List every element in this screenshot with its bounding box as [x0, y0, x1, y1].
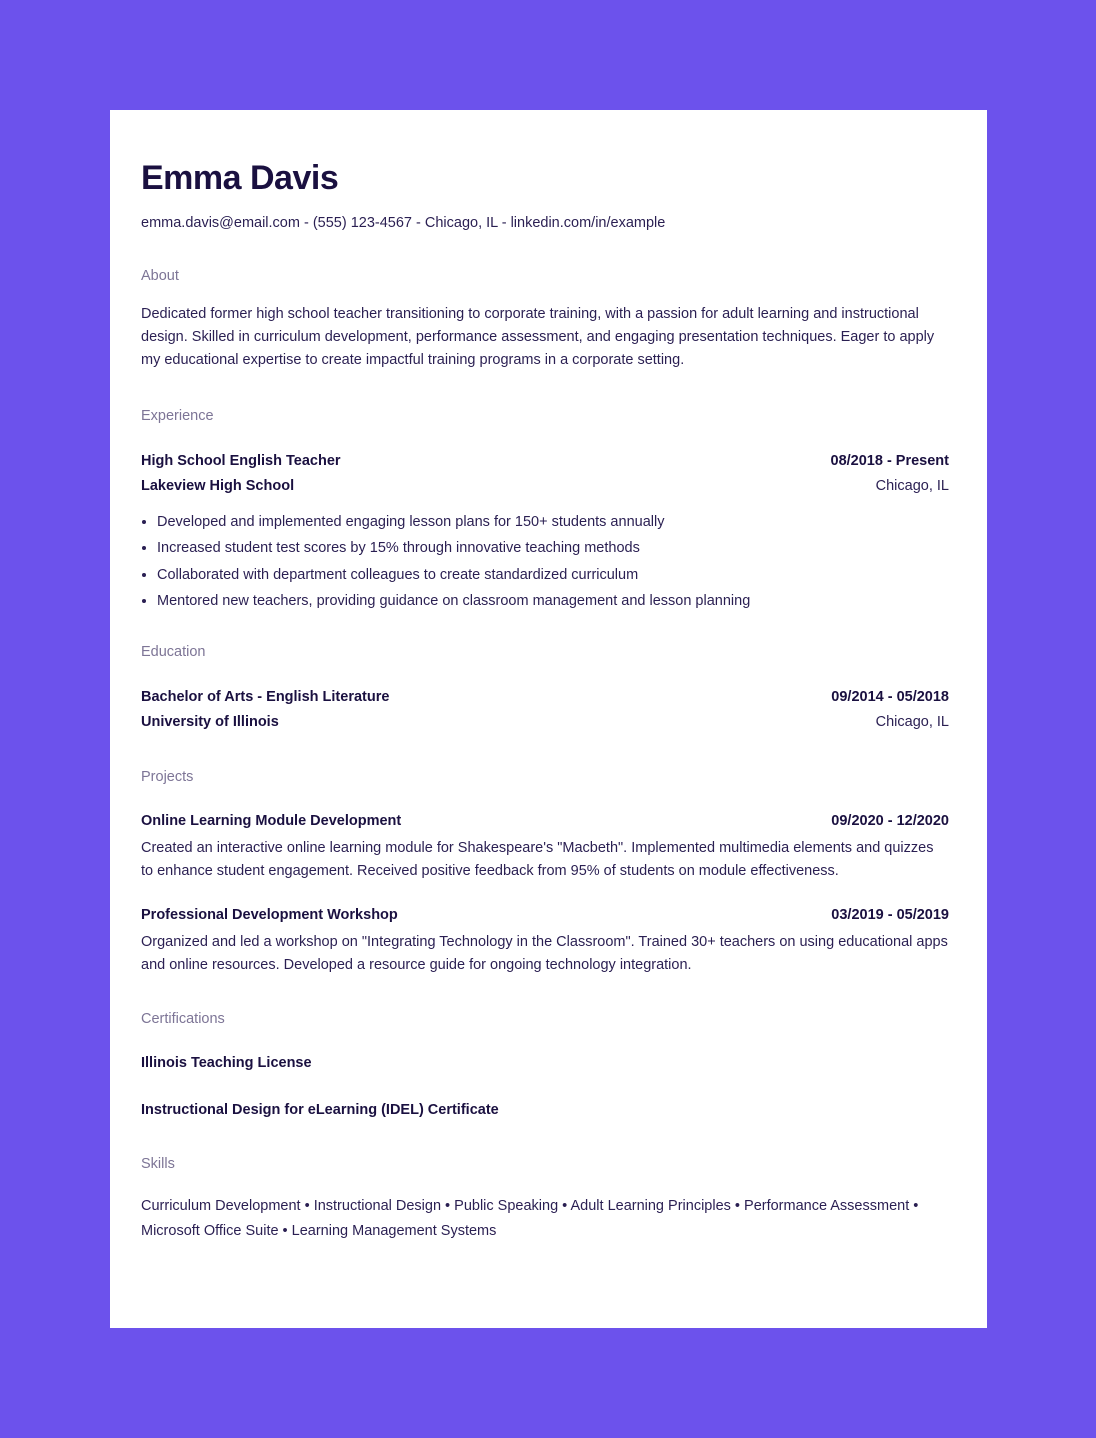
- bullet-item: • Mentored new teachers, providing guidance on classroom management and lesson planning: [157, 591, 949, 611]
- contact-line: emma.davis@email.com - (555) 123-4567 - Chicago, IL - linkedin.com/in/example: [141, 215, 666, 231]
- education-dates: 09/2014 - 05/2018: [831, 688, 949, 705]
- project-entry: [141, 811, 949, 883]
- experience-entry: [141, 451, 949, 611]
- section-title-education: Education: [141, 643, 206, 660]
- section-title-about: About: [141, 268, 179, 284]
- certification-item: Instructional Design for eLearning (IDEL) Certificate: [141, 1101, 499, 1118]
- bullet-item: • Increased student test scores by 15% through innovative teaching methods: [157, 538, 949, 558]
- skills-list: Curriculum Development • Instructional Design • Public Speaking • Adult Learning Principles • Performance Assessment • Microsoft Office Suite • Learning Management Systems: [141, 1197, 919, 1239]
- section-title-certifications: Certifications: [141, 1010, 225, 1027]
- education-location: Chicago, IL: [875, 713, 949, 730]
- experience-dates: 08/2018 - Present: [830, 453, 949, 469]
- project-dates: 09/2020 - 12/2020: [831, 812, 949, 829]
- experience-org: Lakeview High School: [141, 478, 295, 494]
- section-title-skills: Skills: [141, 1155, 175, 1172]
- education-subheader: [141, 712, 949, 732]
- project-entry: [141, 905, 949, 977]
- about-text: Dedicated former high school teacher transitioning to corporate training, with a passion for adult learning and instructional design. Skilled in curriculum development, performance assessment, and engaging presentation techniques. Eager to apply my educational expertise to create impactful training programs in a corporate setting.: [141, 306, 935, 368]
- project-header: [141, 905, 949, 925]
- section-title-projects: Projects: [141, 768, 194, 785]
- experience-location: Chicago, IL: [875, 478, 949, 494]
- certification-item: Illinois Teaching License: [141, 1054, 312, 1071]
- education-degree: Bachelor of Arts - English Literature: [141, 688, 390, 705]
- project-dates: 03/2019 - 05/2019: [831, 906, 949, 923]
- education-header: [141, 687, 949, 707]
- bullet-item: • Collaborated with department colleagues to create standardized curriculum: [157, 565, 949, 585]
- education-school: University of Illinois: [141, 713, 279, 730]
- project-name: Online Learning Module Development: [141, 812, 402, 829]
- resume-page: [110, 110, 987, 1328]
- experience-header: [141, 451, 949, 471]
- candidate-name: Emma Davis: [141, 159, 339, 197]
- project-name: Professional Development Workshop: [141, 906, 398, 923]
- experience-bullets: [141, 512, 949, 611]
- bullet-item: • Developed and implemented engaging lesson plans for 150+ students annually: [157, 512, 949, 532]
- experience-role: High School English Teacher: [141, 453, 341, 469]
- project-description: Organized and led a workshop on "Integrating Technology in the Classroom". Trained 30+ teachers on using educational apps and online resources. Developed a resource guide for ongoing technology integration.: [141, 933, 948, 973]
- project-description: Created an interactive online learning module for Shakespeare's "Macbeth". Implemented multimedia elements and quizzes to enhance student engagement. Received positive feedback from 95% of students on module effectiveness.: [141, 839, 934, 879]
- education-entry: [141, 687, 949, 732]
- section-title-experience: Experience: [141, 408, 214, 424]
- experience-subheader: [141, 476, 949, 496]
- project-header: [141, 811, 949, 831]
